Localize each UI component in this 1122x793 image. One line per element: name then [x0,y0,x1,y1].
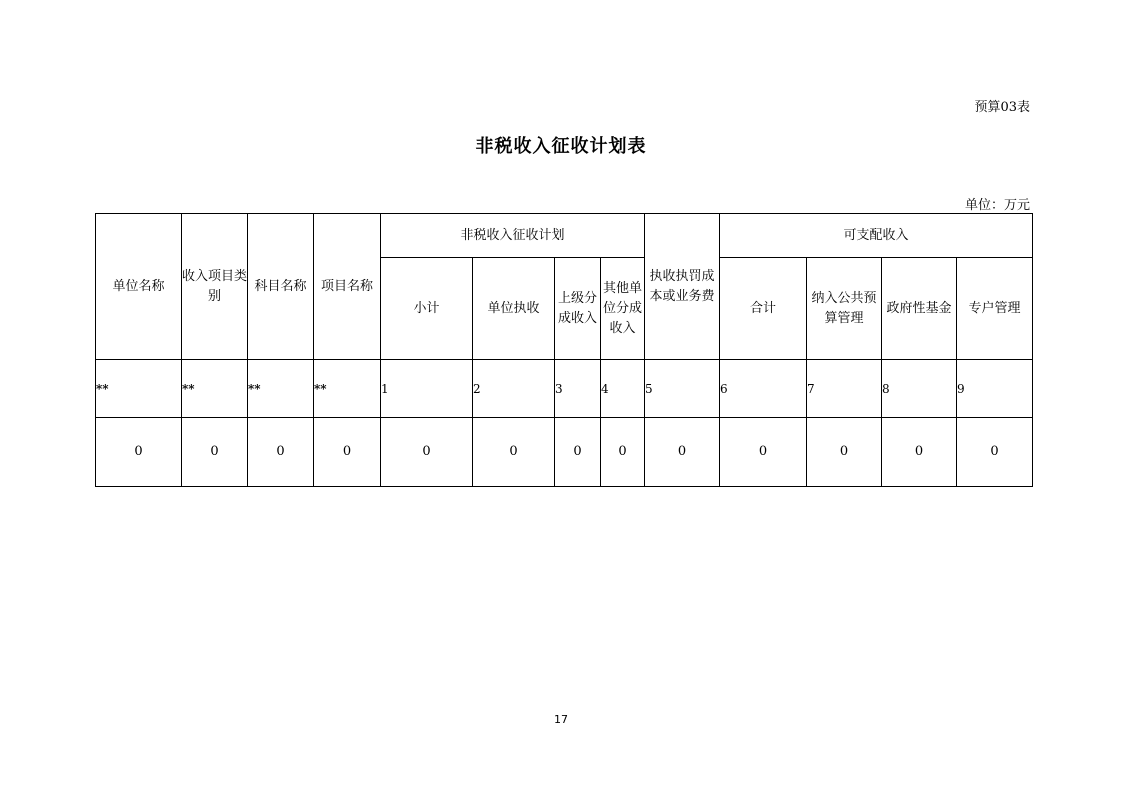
value-cell: 0 [957,418,1033,487]
value-cell: 0 [807,418,882,487]
value-row [96,418,1033,487]
value-cell: 0 [314,418,381,487]
header-income-item-type: 收入项目类别 [182,214,248,360]
code-cell: 9 [957,360,1033,418]
code-cell: ** [248,360,314,418]
value-cell: 0 [882,418,957,487]
header-unit-name: 单位名称 [96,214,182,360]
code-cell: ** [314,360,381,418]
header-special-account: 专户管理 [957,258,1033,360]
header-row-1 [96,214,1033,258]
nontax-plan-table [95,213,1033,487]
value-cell: 0 [248,418,314,487]
code-cell: 6 [720,360,807,418]
form-code: 预算03表 [974,100,1030,115]
code-cell: 8 [882,360,957,418]
value-cell: 0 [555,418,601,487]
page-number: 17 [554,713,568,726]
value-cell: 0 [601,418,645,487]
unit-label: 单位：万元 [964,198,1030,213]
header-gov-fund: 政府性基金 [882,258,957,360]
code-cell: 1 [381,360,473,418]
header-budget-managed: 纳入公共预算管理 [807,258,882,360]
code-cell: 5 [645,360,720,418]
value-cell: 0 [645,418,720,487]
code-cell: 4 [601,360,645,418]
header-subject-name: 科目名称 [248,214,314,360]
header-other-unit-share: 其他单位分成收入 [601,258,645,360]
document-title: 非税收入征收计划表 [475,136,647,157]
code-cell: 3 [555,360,601,418]
code-row [96,360,1033,418]
value-cell: 0 [381,418,473,487]
header-superior-share: 上级分成收入 [555,258,601,360]
code-cell: 7 [807,360,882,418]
header-enforcement-cost: 执收执罚成本或业务费 [645,214,720,360]
value-cell: 0 [473,418,555,487]
code-cell: 2 [473,360,555,418]
code-cell: ** [96,360,182,418]
value-cell: 0 [96,418,182,487]
header-project-name: 项目名称 [314,214,381,360]
value-cell: 0 [720,418,807,487]
header-total: 合计 [720,258,807,360]
header-disposable-group: 可支配收入 [720,214,1033,258]
value-cell: 0 [182,418,248,487]
header-subtotal: 小计 [381,258,473,360]
code-cell: ** [182,360,248,418]
header-unit-collection: 单位执收 [473,258,555,360]
header-nontax-plan-group: 非税收入征收计划 [381,214,645,258]
